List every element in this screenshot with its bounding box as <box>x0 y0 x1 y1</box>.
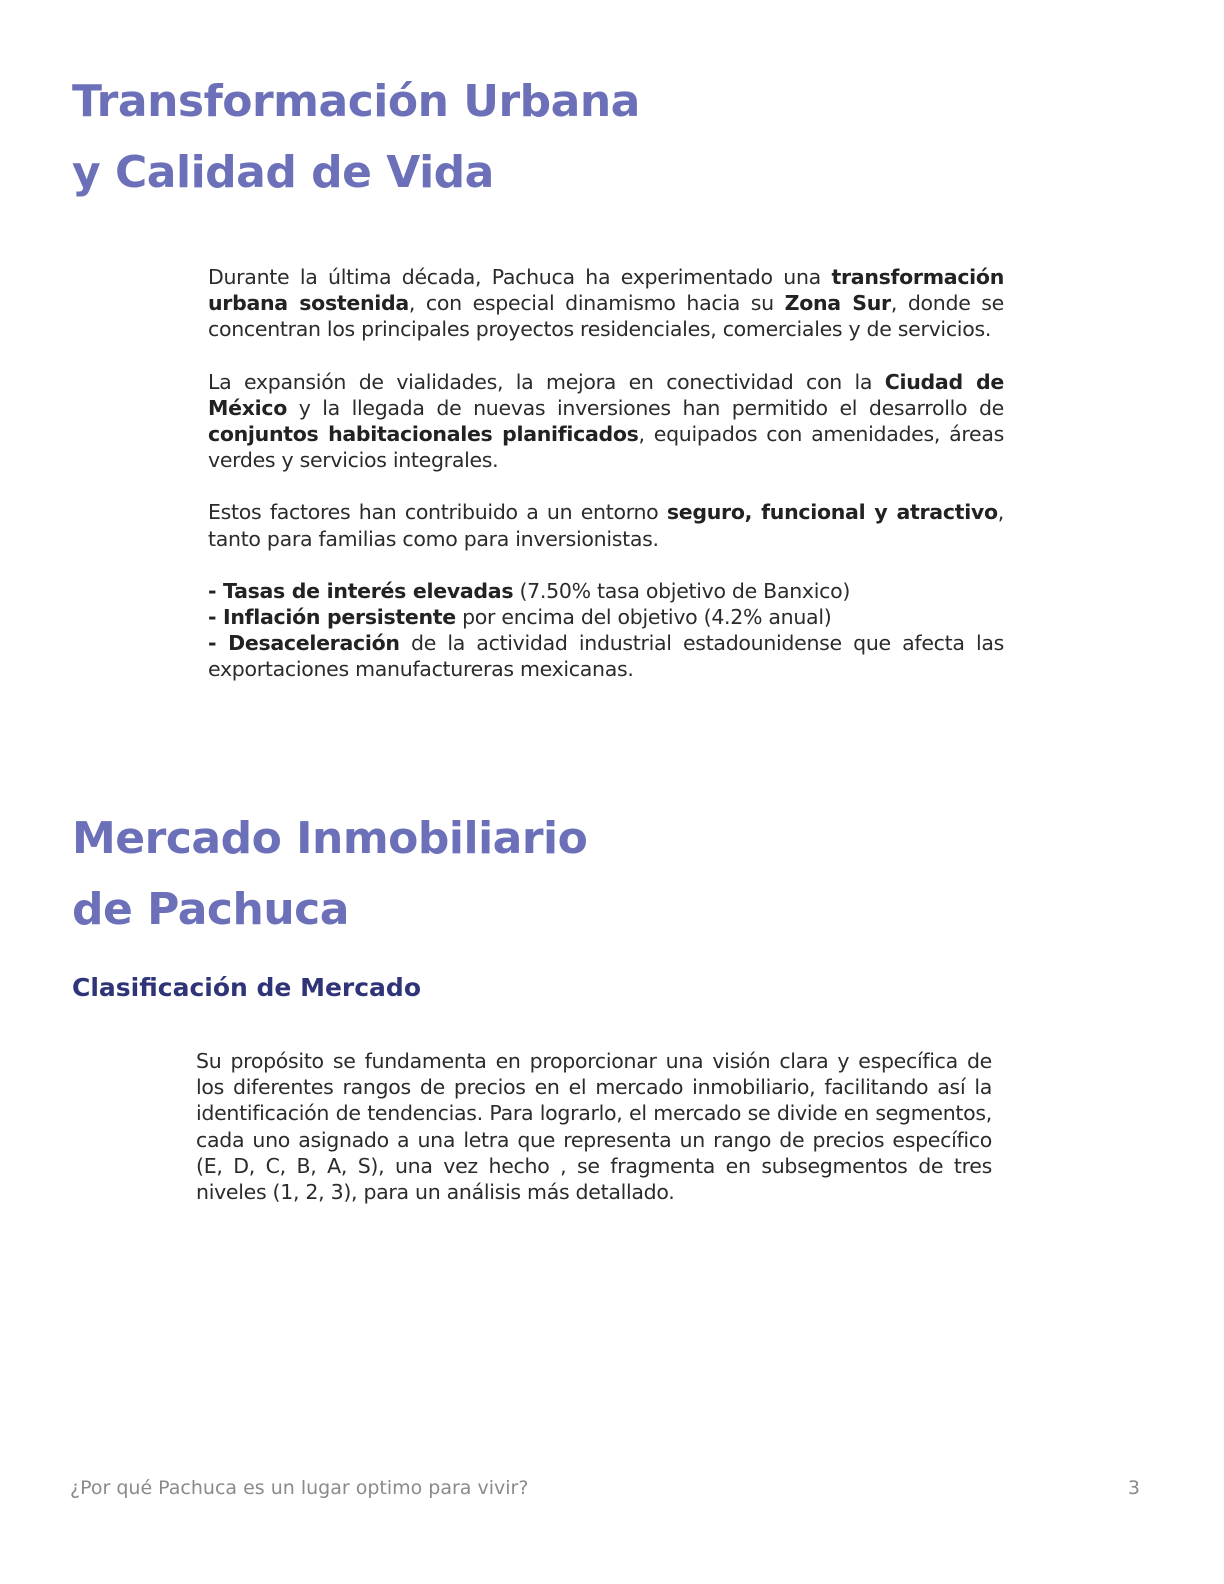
emphasis-text: conjuntos habitacionales planificados <box>208 422 639 447</box>
section-title-line: Transformación Urbana <box>72 76 640 127</box>
section-title-mercado <box>72 803 587 945</box>
paragraph-factores: Estos factores han contribuido a un entorno seguro, funcional y atractivo, tanto para familias como para inversionistas. <box>208 500 1004 551</box>
emphasis-text: transformación urbana sostenida <box>208 265 1004 316</box>
emphasis-text: Zona Sur <box>784 291 891 316</box>
section-title-transformacion <box>72 66 640 208</box>
section-title-line: Mercado Inmobiliario <box>72 813 588 864</box>
paragraph-clasificacion: Su propósito se fundamenta en proporcionar una visión clara y específica de los diferentes rangos de precios en el mercado inmobiliario, facilitando así la identificación de tendencias. Para lograrlo, el mercado se divide en segmentos, cada uno asignado a una letra que representa un rango de precios específico (E, D, C, B, A, S), una vez hecho , se fragmenta en subsegmentos de tres niveles (1, 2, 3), para un análisis más detallado. <box>196 1049 992 1205</box>
page-number: 3 <box>1127 1477 1140 1499</box>
emphasis-text: Ciudad de México <box>208 369 1004 420</box>
section-body-clasificacion <box>196 1048 992 1205</box>
paragraph-expansion: La expansión de vialidades, la mejora en conectividad con la Ciudad de México y la llegada de nuevas inversiones han permitido el desarrollo de conjuntos habitacionales planificados, equipados con amenidades, áreas verdes y servicios integrales. <box>208 369 1004 473</box>
section-body-transformacion <box>208 264 1004 683</box>
bullet-list <box>208 578 1004 683</box>
list-item: - Desaceleración de la actividad industrial estadounidense que afecta las exportaciones manufactureras mexicanas. <box>208 631 1004 682</box>
footer-text: ¿Por qué Pachuca es un lugar optimo para vivir? <box>70 1477 529 1499</box>
subsection-title: Clasificación de Mercado <box>72 973 421 1002</box>
emphasis-text: seguro, funcional y atractivo <box>666 500 998 525</box>
list-item: - Inflación persistente por encima del objetivo (4.2% anual) <box>208 605 832 630</box>
list-item: - Tasas de interés elevadas (7.50% tasa objetivo de Banxico) <box>208 578 851 603</box>
section-title-line: de Pachuca <box>72 884 349 935</box>
paragraph-transformacion: Durante la última década, Pachuca ha experimentado una transformación urbana sostenida, con especial dinamismo hacia su Zona Sur, donde se concentran los principales proyectos residenciales, comerciales y de servicios. <box>208 265 1004 342</box>
section-title-line: y Calidad de Vida <box>72 147 494 198</box>
